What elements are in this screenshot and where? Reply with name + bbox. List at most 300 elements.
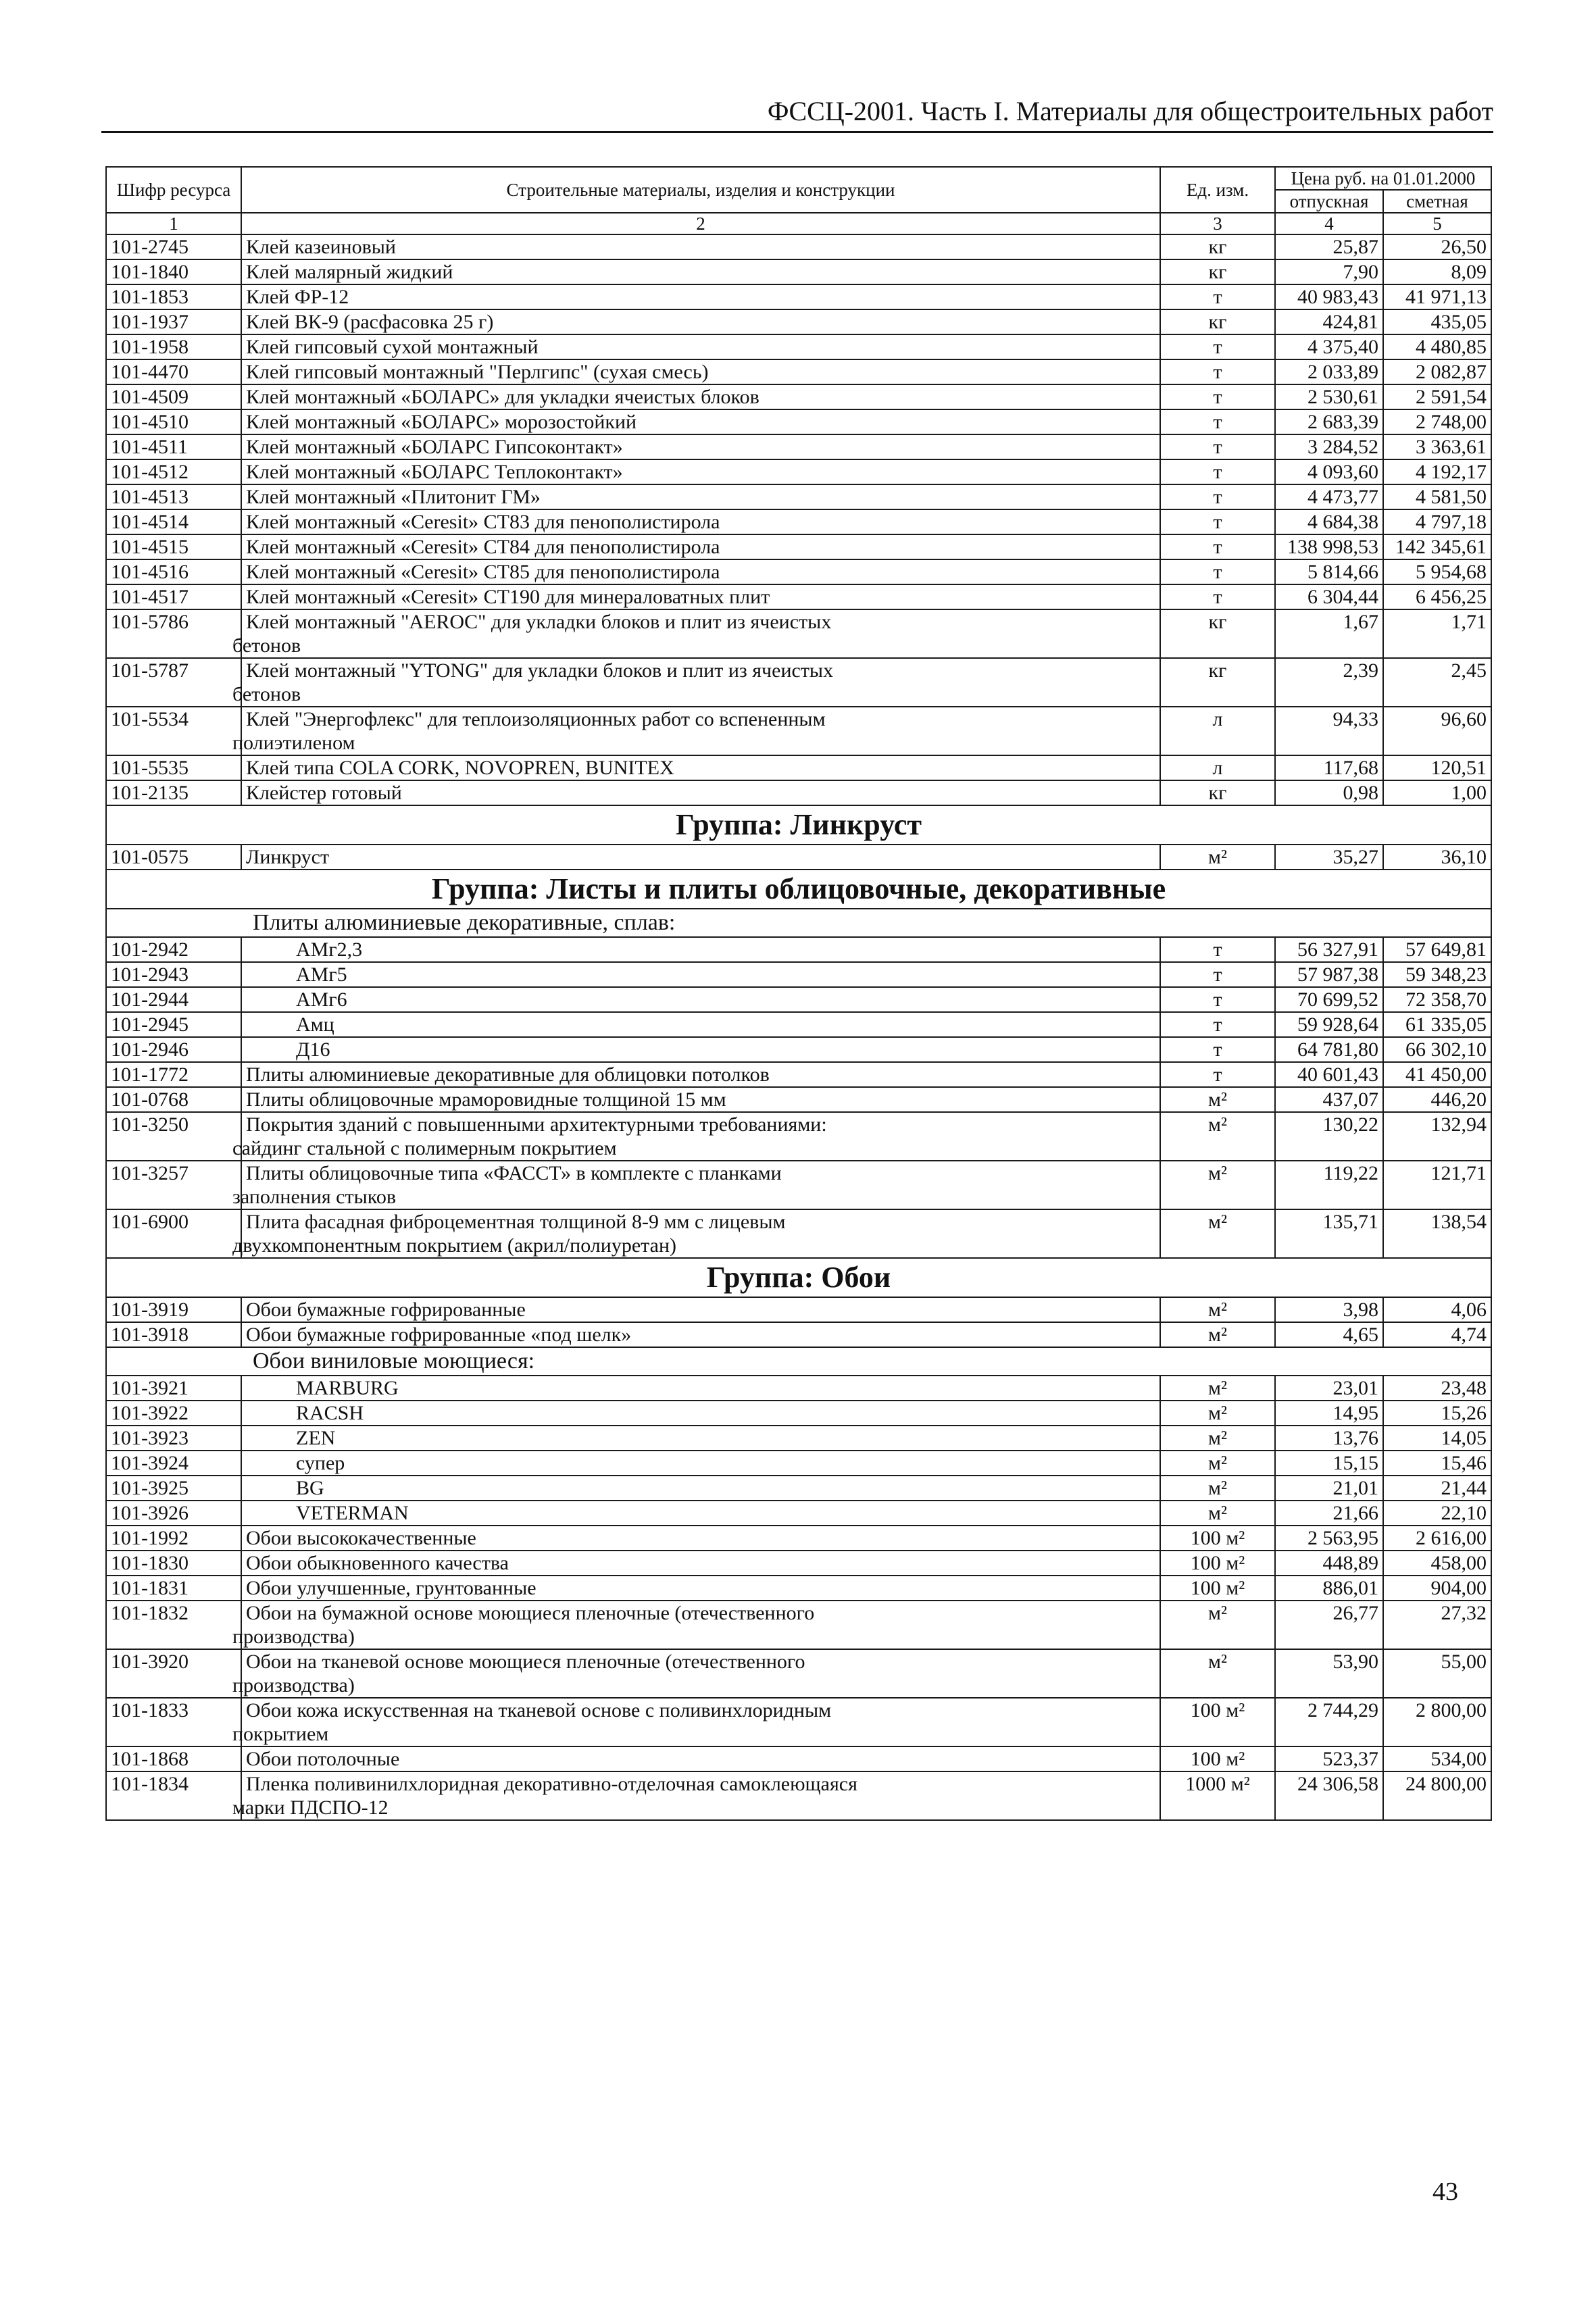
unit-of-measure: т [1160, 284, 1275, 309]
resource-code: 101-3919 [106, 1297, 241, 1322]
estimate-price: 96,60 [1383, 707, 1491, 755]
table-row [106, 234, 1491, 259]
unit-of-measure: кг [1160, 609, 1275, 658]
resource-code: 101-1937 [106, 309, 241, 334]
table-row [106, 534, 1491, 559]
release-price: 2 563,95 [1275, 1526, 1383, 1551]
resource-code: 101-3920 [106, 1649, 241, 1698]
resource-code: 101-2944 [106, 987, 241, 1012]
release-price: 5 814,66 [1275, 559, 1383, 584]
estimate-price: 5 954,68 [1383, 559, 1491, 584]
table-row [106, 1476, 1491, 1501]
material-name-line: Обои улучшенные, грунтованные [246, 1577, 537, 1599]
material-name [241, 234, 1160, 259]
table-row [106, 484, 1491, 509]
col-header-estimate-price: сметная [1383, 190, 1491, 213]
material-name [241, 845, 1160, 870]
release-price: 21,01 [1275, 1476, 1383, 1501]
estimate-price: 26,50 [1383, 234, 1491, 259]
resource-code: 101-1834 [106, 1771, 241, 1820]
material-name-line: Обои кожа искусственная на тканевой основе с поливинхлоридным [246, 1699, 832, 1721]
table-row [106, 359, 1491, 384]
material-name [241, 284, 1160, 309]
table-row [106, 987, 1491, 1012]
table-body [106, 213, 1491, 1820]
subgroup-heading-row [106, 909, 1491, 937]
table-row [106, 1012, 1491, 1037]
estimate-price: 534,00 [1383, 1746, 1491, 1771]
estimate-price: 1,00 [1383, 780, 1491, 805]
material-name-line: Обои высококачественные [246, 1527, 476, 1549]
unit-of-measure: 100 м² [1160, 1698, 1275, 1746]
material-name-line: Клей монтажный «Ceresit» CT83 для пенополистирола [246, 511, 720, 533]
release-price: 26,77 [1275, 1601, 1383, 1649]
table-row [106, 1576, 1491, 1601]
release-price: 56 327,91 [1275, 937, 1383, 962]
resource-code: 101-0575 [106, 845, 241, 870]
table-row [106, 609, 1491, 658]
estimate-price: 4 797,18 [1383, 509, 1491, 534]
release-price: 2 744,29 [1275, 1698, 1383, 1746]
material-name [241, 259, 1160, 284]
release-price: 119,22 [1275, 1161, 1383, 1209]
release-price: 25,87 [1275, 234, 1383, 259]
release-price: 21,66 [1275, 1501, 1383, 1526]
table-row [106, 1426, 1491, 1451]
material-name-continuation: производства) [232, 1674, 355, 1696]
release-price: 40 601,43 [1275, 1062, 1383, 1087]
unit-of-measure: 100 м² [1160, 1551, 1275, 1576]
material-name [232, 1601, 1160, 1649]
unit-of-measure: м² [1160, 1649, 1275, 1698]
material-name-line: Плиты облицовочные типа «ФАССТ» в комплекте с планками [246, 1162, 782, 1184]
unit-of-measure: т [1160, 359, 1275, 384]
table-row [106, 509, 1491, 534]
subgroup-heading-row [106, 1347, 1491, 1376]
release-price: 3,98 [1275, 1297, 1383, 1322]
material-name-line: Клей монтажный «БОЛАРС Теплоконтакт» [246, 461, 623, 483]
material-name-line: Клей казеиновый [246, 236, 396, 258]
material-name [241, 1476, 1160, 1501]
material-name [241, 334, 1160, 359]
release-price: 4 473,77 [1275, 484, 1383, 509]
unit-of-measure: м² [1160, 1401, 1275, 1426]
table-row [106, 1649, 1491, 1698]
material-name-continuation: бетонов [232, 634, 301, 657]
unit-of-measure: 1000 м² [1160, 1771, 1275, 1820]
material-name [232, 1112, 1160, 1161]
table-row [106, 1322, 1491, 1347]
col-header-release-price: отпускная [1275, 190, 1383, 213]
release-price: 13,76 [1275, 1426, 1383, 1451]
material-name-line: BG [296, 1477, 324, 1499]
table-row [106, 459, 1491, 484]
unit-of-measure: м² [1160, 1501, 1275, 1526]
material-name [241, 459, 1160, 484]
material-name [241, 434, 1160, 459]
material-name-line: супер [296, 1452, 345, 1474]
unit-of-measure: л [1160, 755, 1275, 780]
material-name-line: Обои бумажные гофрированные «под шелк» [246, 1324, 632, 1346]
resource-code: 101-2745 [106, 234, 241, 259]
table-row [106, 1501, 1491, 1526]
resource-code: 101-2945 [106, 1012, 241, 1037]
material-name-line: Клей монтажный «Ceresit» CT84 для пенополистирола [246, 536, 720, 558]
material-name-line: Обои на тканевой основе моющиеся пленочные (отечественного [246, 1651, 805, 1673]
table-row [106, 434, 1491, 459]
table-row [106, 1401, 1491, 1426]
material-name-line: Клей гипсовый монтажный "Перлгипс" (сухая смесь) [246, 361, 709, 383]
material-name [232, 1649, 1160, 1698]
material-name [241, 484, 1160, 509]
release-price: 886,01 [1275, 1576, 1383, 1601]
estimate-price: 435,05 [1383, 309, 1491, 334]
estimate-price: 23,48 [1383, 1376, 1491, 1401]
group-heading-row [106, 805, 1491, 845]
unit-of-measure: кг [1160, 658, 1275, 707]
group-heading: Группа: Обои [106, 1258, 1491, 1297]
material-name [241, 1322, 1160, 1347]
material-name [241, 534, 1160, 559]
estimate-price: 132,94 [1383, 1112, 1491, 1161]
estimate-price: 121,71 [1383, 1161, 1491, 1209]
release-price: 2 683,39 [1275, 409, 1383, 434]
table-row [106, 1771, 1491, 1820]
estimate-price: 138,54 [1383, 1209, 1491, 1258]
resource-code: 101-3923 [106, 1426, 241, 1451]
estimate-price: 2 616,00 [1383, 1526, 1491, 1551]
resource-code: 101-4470 [106, 359, 241, 384]
estimate-price: 22,10 [1383, 1501, 1491, 1526]
estimate-price: 2 082,87 [1383, 359, 1491, 384]
resource-code: 101-1840 [106, 259, 241, 284]
resource-code: 101-3250 [106, 1112, 241, 1161]
estimate-price: 142 345,61 [1383, 534, 1491, 559]
resource-code: 101-2135 [106, 780, 241, 805]
material-name [241, 755, 1160, 780]
resource-code: 101-4511 [106, 434, 241, 459]
resource-code: 101-1830 [106, 1551, 241, 1576]
release-price: 4 684,38 [1275, 509, 1383, 534]
table-row [106, 1062, 1491, 1087]
estimate-price: 21,44 [1383, 1476, 1491, 1501]
release-price: 94,33 [1275, 707, 1383, 755]
material-name [241, 1012, 1160, 1037]
material-name-line: Амц [296, 1013, 334, 1036]
estimate-price: 2 800,00 [1383, 1698, 1491, 1746]
material-name-continuation: сайдинг стальной с полимерным покрытием [232, 1137, 617, 1159]
resource-code: 101-2946 [106, 1037, 241, 1062]
estimate-price: 24 800,00 [1383, 1771, 1491, 1820]
material-name [241, 1037, 1160, 1062]
release-price: 523,37 [1275, 1746, 1383, 1771]
material-name-line: MARBURG [296, 1377, 399, 1399]
release-price: 57 987,38 [1275, 962, 1383, 987]
table-row [106, 962, 1491, 987]
estimate-price: 4 581,50 [1383, 484, 1491, 509]
material-name-line: Плиты облицовочные мраморовидные толщиной 15 мм [246, 1088, 726, 1111]
release-price: 59 928,64 [1275, 1012, 1383, 1037]
material-name [241, 309, 1160, 334]
estimate-price: 4 480,85 [1383, 334, 1491, 359]
unit-of-measure: т [1160, 409, 1275, 434]
material-name-continuation: двухкомпонентным покрытием (акрил/полиуретан) [232, 1234, 676, 1257]
table-row [106, 259, 1491, 284]
material-name-line: Клейстер готовый [246, 782, 402, 804]
material-name-line: Плиты алюминиевые декоративные для облицовки потолков [246, 1063, 770, 1086]
material-name-line: Клей монтажный "YTONG" для укладки блоков и плит из ячеистых [246, 659, 834, 682]
material-name-line: VETERMAN [296, 1502, 409, 1524]
resource-code: 101-2942 [106, 937, 241, 962]
unit-of-measure: 100 м² [1160, 1526, 1275, 1551]
material-name-line: Линкруст [246, 846, 330, 868]
unit-of-measure: 100 м² [1160, 1746, 1275, 1771]
resource-code: 101-1958 [106, 334, 241, 359]
unit-of-measure: т [1160, 1062, 1275, 1087]
material-name-line: Обои на бумажной основе моющиеся пленочные (отечественного [246, 1602, 815, 1624]
resource-code: 101-5786 [106, 609, 241, 658]
resource-code: 101-1868 [106, 1746, 241, 1771]
release-price: 15,15 [1275, 1451, 1383, 1476]
unit-of-measure: кг [1160, 780, 1275, 805]
unit-of-measure: 100 м² [1160, 1576, 1275, 1601]
table-row [106, 780, 1491, 805]
unit-of-measure: м² [1160, 1161, 1275, 1209]
group-heading-row [106, 870, 1491, 909]
material-name-line: Клей монтажный «Ceresit» CT190 для минераловатных плит [246, 586, 770, 608]
release-price: 4,65 [1275, 1322, 1383, 1347]
resource-code: 101-0768 [106, 1087, 241, 1112]
group-heading: Группа: Линкруст [106, 805, 1491, 845]
estimate-price: 904,00 [1383, 1576, 1491, 1601]
material-name [232, 1209, 1160, 1258]
material-name-line: Клей монтажный «БОЛАРС» для укладки ячеистых блоков [246, 386, 759, 408]
unit-of-measure: м² [1160, 1426, 1275, 1451]
unit-of-measure: м² [1160, 845, 1275, 870]
release-price: 2 033,89 [1275, 359, 1383, 384]
material-name-line: Плита фасадная фиброцементная толщиной 8-9 мм с лицевым [246, 1211, 786, 1233]
material-name [232, 1771, 1160, 1820]
release-price: 64 781,80 [1275, 1037, 1383, 1062]
table-row [106, 755, 1491, 780]
resource-code: 101-3918 [106, 1322, 241, 1347]
release-price: 1,67 [1275, 609, 1383, 658]
release-price: 40 983,43 [1275, 284, 1383, 309]
release-price: 24 306,58 [1275, 1771, 1383, 1820]
col-header-price: Цена руб. на 01.01.2000 [1275, 167, 1491, 190]
table-row [106, 334, 1491, 359]
unit-of-measure: т [1160, 559, 1275, 584]
estimate-price: 57 649,81 [1383, 937, 1491, 962]
table-row [106, 658, 1491, 707]
table-row [106, 284, 1491, 309]
estimate-price: 66 302,10 [1383, 1037, 1491, 1062]
material-name [241, 584, 1160, 609]
group-heading: Группа: Листы и плиты облицовочные, декоративные [106, 870, 1491, 909]
material-name [241, 1501, 1160, 1526]
column-number: 1 [106, 213, 241, 234]
column-number: 5 [1383, 213, 1491, 234]
resource-code: 101-6900 [106, 1209, 241, 1258]
release-price: 6 304,44 [1275, 584, 1383, 609]
resource-code: 101-4514 [106, 509, 241, 534]
unit-of-measure: м² [1160, 1209, 1275, 1258]
estimate-price: 36,10 [1383, 845, 1491, 870]
material-name-line: Пленка поливинилхлоридная декоративно-отделочная самоклеющаяся [246, 1773, 857, 1795]
col-header-name: Строительные материалы, изделия и конструкции [241, 167, 1160, 213]
material-name [241, 384, 1160, 409]
resource-code: 101-4509 [106, 384, 241, 409]
material-name-line: Клей монтажный «БОЛАРС» морозостойкий [246, 411, 637, 433]
material-name [241, 1526, 1160, 1551]
estimate-price: 8,09 [1383, 259, 1491, 284]
material-name-line: Д16 [296, 1038, 330, 1061]
estimate-price: 2,45 [1383, 658, 1491, 707]
material-name-line: АМг6 [296, 988, 347, 1011]
material-name [232, 609, 1160, 658]
release-price: 4 093,60 [1275, 459, 1383, 484]
material-name [241, 1746, 1160, 1771]
table-row [106, 707, 1491, 755]
table-row [106, 1087, 1491, 1112]
estimate-price: 4,74 [1383, 1322, 1491, 1347]
unit-of-measure: т [1160, 584, 1275, 609]
table-row [106, 1551, 1491, 1576]
estimate-price: 446,20 [1383, 1087, 1491, 1112]
estimate-price: 1,71 [1383, 609, 1491, 658]
release-price: 138 998,53 [1275, 534, 1383, 559]
release-price: 135,71 [1275, 1209, 1383, 1258]
material-name-continuation: покрытием [232, 1723, 329, 1745]
release-price: 117,68 [1275, 755, 1383, 780]
resource-code: 101-5535 [106, 755, 241, 780]
resource-code: 101-3926 [106, 1501, 241, 1526]
estimate-price: 55,00 [1383, 1649, 1491, 1698]
material-name [241, 359, 1160, 384]
material-name-line: Покрытия зданий с повышенными архитектурными требованиями: [246, 1113, 827, 1136]
release-price: 14,95 [1275, 1401, 1383, 1426]
release-price: 23,01 [1275, 1376, 1383, 1401]
material-name [241, 937, 1160, 962]
material-name-line: Клей ФР-12 [246, 286, 349, 308]
resource-code: 101-1853 [106, 284, 241, 309]
material-name [241, 987, 1160, 1012]
release-price: 53,90 [1275, 1649, 1383, 1698]
material-name [241, 509, 1160, 534]
estimate-price: 4 192,17 [1383, 459, 1491, 484]
unit-of-measure: м² [1160, 1322, 1275, 1347]
estimate-price: 15,46 [1383, 1451, 1491, 1476]
unit-of-measure: т [1160, 484, 1275, 509]
unit-of-measure: т [1160, 1037, 1275, 1062]
material-name-line: АМг2,3 [296, 938, 363, 961]
unit-of-measure: м² [1160, 1476, 1275, 1501]
unit-of-measure: т [1160, 987, 1275, 1012]
unit-of-measure: м² [1160, 1112, 1275, 1161]
unit-of-measure: м² [1160, 1087, 1275, 1112]
material-name-continuation: бетонов [232, 683, 301, 705]
table-row [106, 409, 1491, 434]
table-row [106, 1297, 1491, 1322]
subgroup-heading: Плиты алюминиевые декоративные, сплав: [106, 909, 1491, 937]
material-name-line: Клей гипсовый сухой монтажный [246, 336, 539, 358]
unit-of-measure: т [1160, 434, 1275, 459]
material-name-line: Клей монтажный "AEROC" для укладки блоков и плит из ячеистых [246, 611, 832, 633]
col-header-code: Шифр ресурса [106, 167, 241, 213]
release-price: 130,22 [1275, 1112, 1383, 1161]
table-row [106, 1037, 1491, 1062]
unit-of-measure: м² [1160, 1376, 1275, 1401]
estimate-price: 2 591,54 [1383, 384, 1491, 409]
material-name [241, 559, 1160, 584]
unit-of-measure: т [1160, 937, 1275, 962]
release-price: 70 699,52 [1275, 987, 1383, 1012]
table-row [106, 1601, 1491, 1649]
material-name-line: Клей монтажный «БОЛАРС Гипсоконтакт» [246, 436, 623, 458]
material-name-line: Обои потолочные [246, 1748, 400, 1770]
unit-of-measure: т [1160, 1012, 1275, 1037]
col-header-unit: Ед. изм. [1160, 167, 1275, 213]
table-row [106, 845, 1491, 870]
resource-code: 101-4512 [106, 459, 241, 484]
material-name [241, 1087, 1160, 1112]
resource-code: 101-1992 [106, 1526, 241, 1551]
resource-code: 101-4510 [106, 409, 241, 434]
material-name [241, 1551, 1160, 1576]
unit-of-measure: т [1160, 962, 1275, 987]
material-name-line: ZEN [296, 1427, 336, 1449]
material-name [241, 1451, 1160, 1476]
material-name [232, 707, 1160, 755]
estimate-price: 41 971,13 [1383, 284, 1491, 309]
material-name-line: Клей "Энергофлекс" для теплоизоляционных работ со вспененным [246, 708, 826, 730]
estimate-price: 59 348,23 [1383, 962, 1491, 987]
group-heading-row [106, 1258, 1491, 1297]
material-name-continuation: полиэтиленом [232, 732, 355, 754]
unit-of-measure: м² [1160, 1297, 1275, 1322]
table-row [106, 1376, 1491, 1401]
material-name-line: Клей монтажный «Плитонит ГМ» [246, 486, 541, 508]
page-number: 43 [1432, 2178, 1458, 2206]
material-name-continuation: марки ПДСПО-12 [232, 1796, 389, 1819]
subgroup-heading: Обои виниловые моющиеся: [106, 1347, 1491, 1376]
material-name [241, 1376, 1160, 1401]
material-name [232, 658, 1160, 707]
resource-code: 101-5787 [106, 658, 241, 707]
table-row [106, 584, 1491, 609]
resource-code: 101-2943 [106, 962, 241, 987]
material-name [241, 1297, 1160, 1322]
material-name-line: Клей малярный жидкий [246, 261, 453, 283]
estimate-price: 6 456,25 [1383, 584, 1491, 609]
table-row [106, 1209, 1491, 1258]
estimate-price: 72 358,70 [1383, 987, 1491, 1012]
estimate-price: 27,32 [1383, 1601, 1491, 1649]
material-name [241, 1401, 1160, 1426]
material-name-line: RACSH [296, 1402, 364, 1424]
estimate-price: 41 450,00 [1383, 1062, 1491, 1087]
unit-of-measure: т [1160, 534, 1275, 559]
resource-code: 101-1832 [106, 1601, 241, 1649]
resource-code: 101-5534 [106, 707, 241, 755]
release-price: 448,89 [1275, 1551, 1383, 1576]
price-table [105, 166, 1492, 1821]
unit-of-measure: кг [1160, 259, 1275, 284]
release-price: 437,07 [1275, 1087, 1383, 1112]
material-name-line: Клей типа COLA CORK, NOVOPREN, BUNITEX [246, 757, 674, 779]
column-number: 4 [1275, 213, 1383, 234]
column-number-row [106, 213, 1491, 234]
